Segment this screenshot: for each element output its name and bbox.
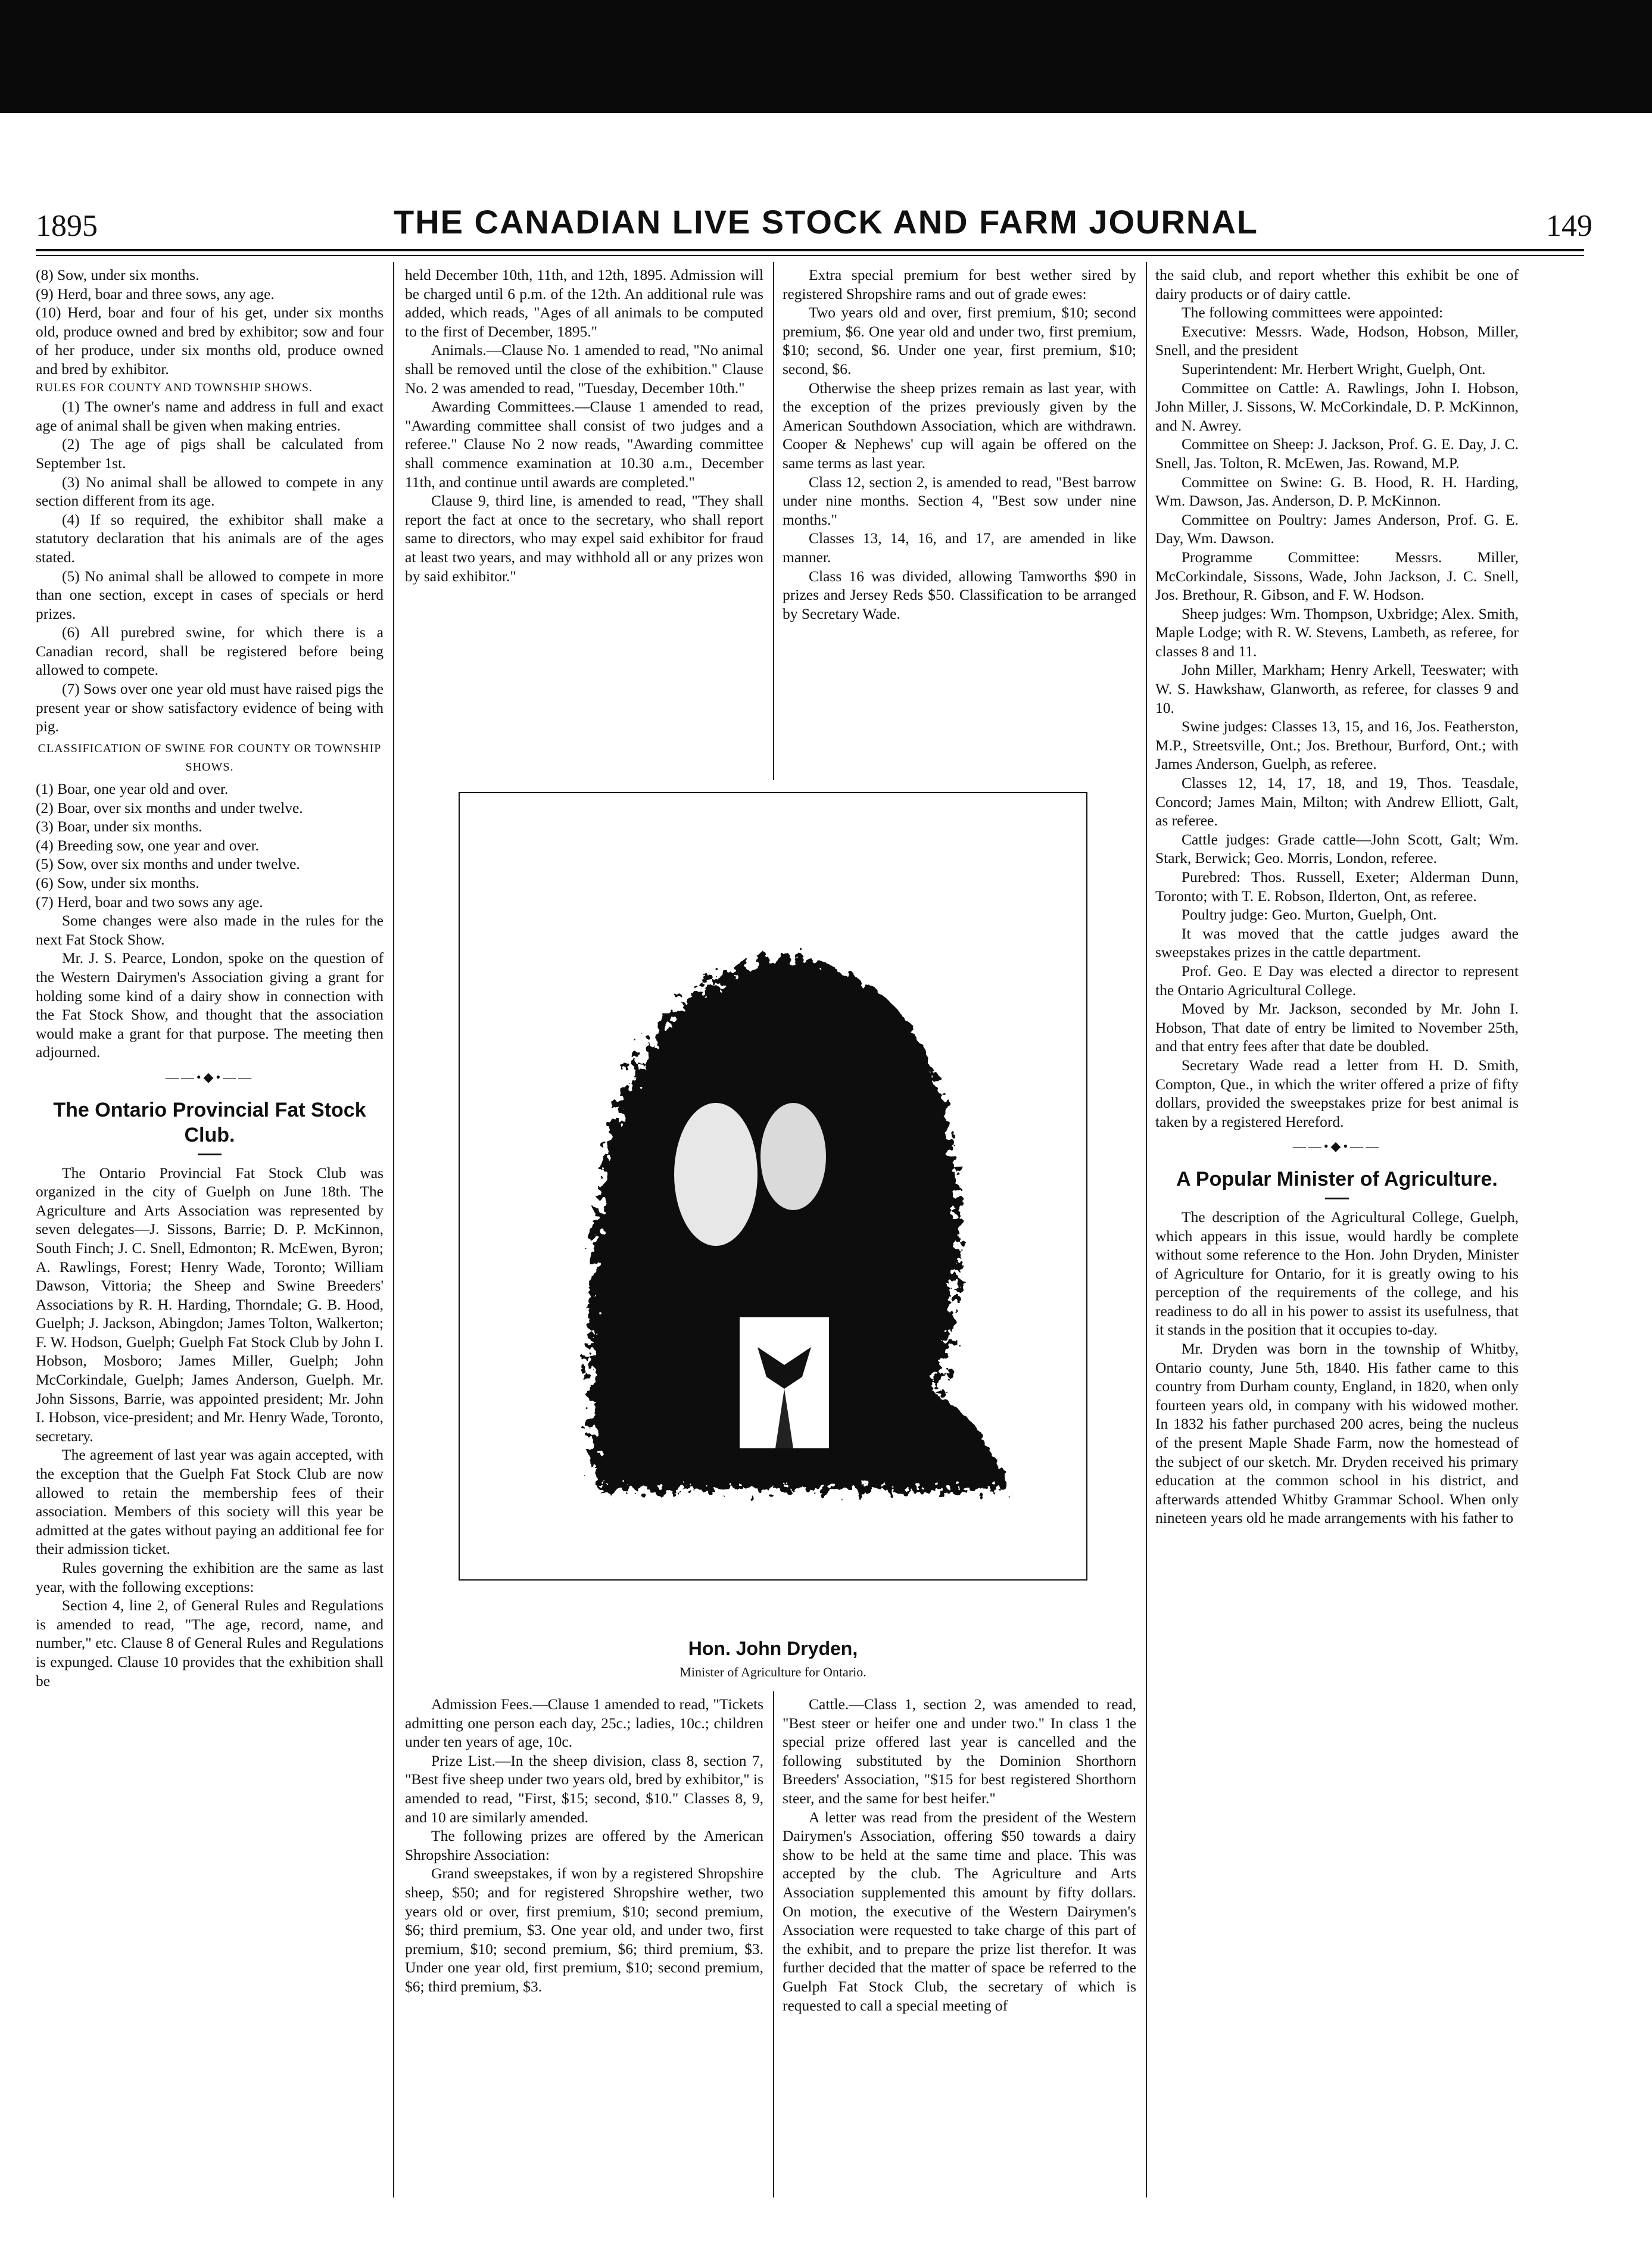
paragraph: (7) Herd, boar and two sows any age. <box>36 893 263 911</box>
paragraph: Classes 13, 14, 16, and 17, are amended in like manner. <box>783 529 1136 566</box>
paragraph: Awarding Committees.—Clause 1 amended to read, "Awarding committee shall consist of two judges and a referee." Clause No 2 now reads, "Awarding committee shall commence examination at 10.30 a.m., December 11th, and continue until awards are completed." <box>405 398 763 491</box>
paragraph: Executive: Messrs. Wade, Hodson, Hobson, Miller, Snell, and the president <box>1155 322 1519 359</box>
paragraph: Extra special premium for best wether sired by registered Shropshire rams and out of grade ewes: <box>783 266 1136 303</box>
paragraph: (2) Boar, over six months and under twelve. <box>36 799 303 816</box>
paragraph: The Ontario Provincial Fat Stock Club was organized in the city of Guelph on June 18th. The Agriculture and Arts Association was represented by seven delegates—J. Sissons, Barrie; D. P. McKinnon, South Finch; J. C. Snell, Edmonton; R. McEwen, Byron; A. Rawlings, Forest; Henry Wade, Toronto; William Dawson, Vittoria; the Sheep and Swine Breeders' Associations by R. H. Harding, Thorndale; G. B. Hood, Guelph; J. Jackson, Abingdon; James Tolton, Walkerton; F. W. Hodson, Guelph; Guelph Fat Stock Club by John I. Hobson, Mosboro; James Miller, Guelph; John McCorkindale, Guelph; James Anderson, Guelph. Mr. John Sissons, Barrie, was appointed president; Mr. John I. Hobson, vice-president; and Mr. Henry Wade, Toronto, secretary. <box>36 1164 384 1445</box>
paragraph: held December 10th, 11th, and 12th, 1895. Admission will be charged until 6 p.m. of the 12th. An additional rule was added, which reads, "Ages of all animals to be computed to the first of December, 1895." <box>405 266 763 340</box>
column-4 <box>1155 266 1519 1528</box>
paragraph: Superintendent: Mr. Herbert Wright, Guelph, Ont. <box>1182 360 1486 378</box>
paragraph: (8) Sow, under six months. <box>36 266 200 283</box>
paragraph: (1) The owner's name and address in full and exact age of animal shall be given when making entries. <box>36 398 384 434</box>
header-rule-thick <box>36 249 1584 251</box>
paragraph: Classes 12, 14, 17, 18, and 19, Thos. Teasdale, Concord; James Main, Milton; with Andrew Elliott, Galt, as referee. <box>1155 774 1519 830</box>
paragraph: Cattle judges: Grade cattle—John Scott, Galt; Wm. Stark, Berwick; Geo. Morris, London, referee. <box>1155 830 1519 867</box>
paragraph: Rules governing the exhibition are the same as last year, with the following exceptions: <box>36 1559 384 1595</box>
column-divider-2-lower <box>773 1691 774 2197</box>
paragraph: Mr. J. S. Pearce, London, spoke on the question of the Western Dairymen's Association giving a grant for holding some kind of a dairy show in connection with the Fat Stock Show, and thought that the association would make a grant for that purpose. The meeting then adjourned. <box>36 949 384 1061</box>
paragraph: Grand sweepstakes, if won by a registered Shropshire sheep, $50; and for registered Shropshire wether, two years old or over, first premium, $10; second premium, $6; third premium, $3. One year old, and under two, first premium, $10; second premium, $6; third premium, $3. Under one year old, first premium, $10; second premium, $6; third premium, $3. <box>405 1865 763 1995</box>
scan-top-border <box>0 0 1652 113</box>
paragraph: Poultry judge: Geo. Murton, Guelph, Ont. <box>1182 906 1437 924</box>
portrait-caption: Hon. John Dryden, <box>688 1638 858 1659</box>
paragraph: (6) Sow, under six months. <box>36 874 200 892</box>
paragraph: Class 12, section 2, is amended to read, "Best barrow under nine months. Section 4, "Best sow under nine months." <box>783 473 1136 528</box>
paragraph: (4) Breeding sow, one year and over. <box>36 836 260 854</box>
paragraph: Programme Committee: Messrs. Miller, McCorkindale, Sissons, Wade, John Jackson, J. C. Snell, Jos. Brethour, R. Gibson, and F. W. Hodson. <box>1155 548 1519 604</box>
paragraph: Secretary Wade read a letter from H. D. Smith, Compton, Que., in which the writer offered a prize of fifty dollars, provided the sweepstakes prize for best animal is taken by a registered Hereford. <box>1155 1056 1519 1130</box>
paragraph: Cattle.—Class 1, section 2, was amended to read, "Best steer or heifer one and under two." In class 1 the special prize offered last year is cancelled and the following substituted by the Dominion Shorthorn Breeders' Association, "$15 for best registered Shorthorn steer, and the same for best heifer." <box>783 1695 1136 1807</box>
paragraph: Section 4, line 2, of General Rules and Regulations is amended to read, "The age, record, name, and number," etc. Clause 8 of General Rules and Regulations is expunged. Clause 10 provides that the exhibition shall be <box>36 1597 384 1690</box>
paragraph: The agreement of last year was again accepted, with the exception that the Guelph Fat Stock Club are now allowed to retain the membership fees of their association. Members of this society will this year be admitted at the gates without paying an additional fee for their admission ticket. <box>36 1446 384 1558</box>
paragraph: Prof. Geo. E Day was elected a director to represent the Ontario Agricultural College. <box>1155 962 1519 999</box>
paragraph: (6) All purebred swine, for which there is a Canadian record, shall be registered before being allowed to compete. <box>36 624 384 679</box>
title-dash <box>1325 1198 1349 1199</box>
paragraph: (7) Sows over one year old must have raised pigs the present year or show satisfactory evidence of being with pig. <box>36 680 384 735</box>
column-3-lower <box>783 1695 1136 2015</box>
paragraph: (3) No animal shall be allowed to compete in any section different from its age. <box>36 473 384 510</box>
paragraph: The following prizes are offered by the American Shropshire Association: <box>405 1827 763 1863</box>
portrait-photo <box>459 792 1087 1581</box>
paragraph: Otherwise the sheep prizes remain as last year, with the exception of the prizes previously given by the American Southdown Association, which are withdrawn. Cooper & Nephews' cup will again be offered on the same terms as last year. <box>783 379 1136 472</box>
column-3-upper <box>783 266 1136 623</box>
paragraph: the said club, and report whether this exhibit be one of dairy products or of dairy cattle. <box>1155 266 1519 303</box>
paragraph: (9) Herd, boar and three sows, any age. <box>36 285 275 303</box>
paragraph: Clause 9, third line, is amended to read, "They shall report the fact at once to the secretary, who shall report same to directors, who may expel said exhibitor for fraud at least two years, and may withhold all or any prizes won by said exhibitor." <box>405 492 763 585</box>
portrait-subcaption: Minister of Agriculture for Ontario. <box>679 1664 866 1679</box>
title-dash <box>198 1154 222 1155</box>
header-rule-thin <box>36 255 1584 256</box>
paragraph: John Miller, Markham; Henry Arkell, Teeswater; with W. S. Hawkshaw, Glanworth, as referee, for classes 9 and 10. <box>1155 661 1519 716</box>
paragraph: A letter was read from the president of the Western Dairymen's Association, offering $50 towards a dairy show to be held at the same time and place. This was accepted by the club. The Agriculture and Arts Association supplemented this amount by fifty dollars. On motion, the executive of the Western Dairymen's Association were requested to take charge of this part of the exhibit, and to prepare the prize list therefor. It was further decided that the matter of space be referred to the Guelph Fat Stock Club, the secretary of which is requested to call a special meeting of <box>783 1808 1136 2014</box>
paragraph: Mr. Dryden was born in the township of Whitby, Ontario county, June 5th, 1840. His father came to this country from Durham county, England, in 1820, when only fourteen years old, in company with his widowed mother. In 1832 his father purchased 200 acres, being the nucleus of the present Maple Shade Farm, now the homestead of the subject of our sketch. Mr. Dryden received his primary education at the common school in his district, and afterwards attended Whitby Grammar School. When only nineteen years old he made arrangements with his father to <box>1155 1340 1519 1527</box>
paragraph: Swine judges: Classes 13, 15, and 16, Jos. Featherston, M.P., Streetsville, Ont.; Jos. Brethour, Burford, Ont.; with James Anderson, Guelph, as referee. <box>1155 718 1519 773</box>
paragraph: Committee on Poultry: James Anderson, Prof. G. E. Day, Wm. Dawson. <box>1155 510 1519 547</box>
paragraph: The following committees were appointed: <box>1182 304 1444 322</box>
column-2-lower <box>405 1695 763 1996</box>
paragraph: Moved by Mr. Jackson, seconded by Mr. John I. Hobson, That date of entry be limited to November 25th, and that entry fees after that date be doubled. <box>1155 1000 1519 1055</box>
portrait-image <box>460 793 1086 1579</box>
journal-title: THE CANADIAN LIVE STOCK AND FARM JOURNAL <box>393 203 1259 241</box>
paragraph: Committee on Sheep: J. Jackson, Prof. G. E. Day, J. C. Snell, Jas. Tolton, R. McEwen, Jas. Rowand, M.P. <box>1155 435 1519 472</box>
paragraph: Prize List.—In the sheep division, class 8, section 7, "Best five sheep under two years old, bred by exhibitor," is amended to read, "First, $15; second, $10." Classes 8, 9, and 10 are similarly amended. <box>405 1751 763 1826</box>
paragraph: Sheep judges: Wm. Thompson, Uxbridge; Alex. Smith, Maple Lodge; with R. W. Stevens, Lambeth, as referee, for classes 8 and 11. <box>1155 604 1519 660</box>
paragraph: (1) Boar, one year old and over. <box>36 780 229 798</box>
paragraph: Purebred: Thos. Russell, Exeter; Alderman Dunn, Toronto; with T. E. Robson, Ilderton, Ont, as referee. <box>1155 868 1519 905</box>
paragraph: (5) Sow, over six months and under twelve. <box>36 855 300 873</box>
paragraph: Committee on Cattle: A. Rawlings, John I. Hobson, John Miller, J. Sissons, W. McCorkindale, D. P. McKinnon, and N. Awrey. <box>1155 379 1519 434</box>
column-divider-2-upper <box>773 262 774 780</box>
column-2-upper <box>405 266 763 585</box>
section-ornament: ——•◆•—— <box>1292 1139 1382 1154</box>
subheading: CLASSIFICATION OF SWINE FOR COUNTY OR TOWNSHIP SHOWS. <box>38 741 382 774</box>
subheading: RULES FOR COUNTY AND TOWNSHIP SHOWS. <box>36 381 313 394</box>
paragraph: (3) Boar, under six months. <box>36 818 202 836</box>
page-number: 149 <box>1546 209 1592 243</box>
paragraph: It was moved that the cattle judges award the sweepstakes prizes in the cattle department. <box>1155 924 1519 961</box>
paragraph: Class 16 was divided, allowing Tamworths $90 in prizes and Jersey Reds $50. Classification to be arranged by Secretary Wade. <box>783 567 1136 622</box>
paragraph: (5) No animal shall be allowed to compete in more than one section, except in cases of specials or herd prizes. <box>36 567 384 622</box>
page-header <box>0 202 1652 250</box>
section-ornament: ——•◆•—— <box>165 1069 254 1084</box>
paragraph: (4) If so required, the exhibitor shall make a statutory declaration that his animals are of the ages stated. <box>36 510 384 566</box>
paragraph: Two years old and over, first premium, $10; second premium, $6. One year old and under two, first premium, $10; second, $6. Under one year, first premium, $10; second, $6. <box>783 304 1136 378</box>
column-divider-1 <box>393 262 394 2197</box>
section-title: A Popular Minister of Agriculture. <box>1176 1167 1498 1190</box>
paragraph: Committee on Swine: G. B. Hood, R. H. Harding, Wm. Dawson, Jas. Anderson, D. P. McKinnon. <box>1155 473 1519 510</box>
page-year: 1895 <box>36 209 98 243</box>
column-1 <box>36 266 384 1690</box>
paragraph: Admission Fees.—Clause 1 amended to read, "Tickets admitting one person each day, 25c.; ladies, 10c.; children under ten years of age, 10c. <box>405 1695 763 1751</box>
column-divider-3 <box>1146 262 1147 2197</box>
paragraph: (2) The age of pigs shall be calculated from September 1st. <box>36 435 384 472</box>
paragraph: Some changes were also made in the rules for the next Fat Stock Show. <box>36 912 384 948</box>
paragraph: The description of the Agricultural College, Guelph, which appears in this issue, would hardly be complete without some reference to the Hon. John Dryden, Minister of Agriculture for Ontario, for it is greatly owing to his perception of the requirements of the college, and his readiness to do all in his power to assist its usefulness, that it stands in the position that it occupies to-day. <box>1155 1208 1519 1339</box>
paragraph: (10) Herd, boar and four of his get, under six months old, produce owned and bred by exhibitor; sow and four of her produce, under six months old, produce owned and bred by exhibitor. <box>36 304 384 378</box>
paragraph: Animals.—Clause No. 1 amended to read, "No animal shall be removed until the close of the exhibition." Clause No. 2 was amended to read, "Tuesday, December 10th." <box>405 341 763 397</box>
section-title: The Ontario Provincial Fat Stock Club. <box>53 1098 366 1146</box>
